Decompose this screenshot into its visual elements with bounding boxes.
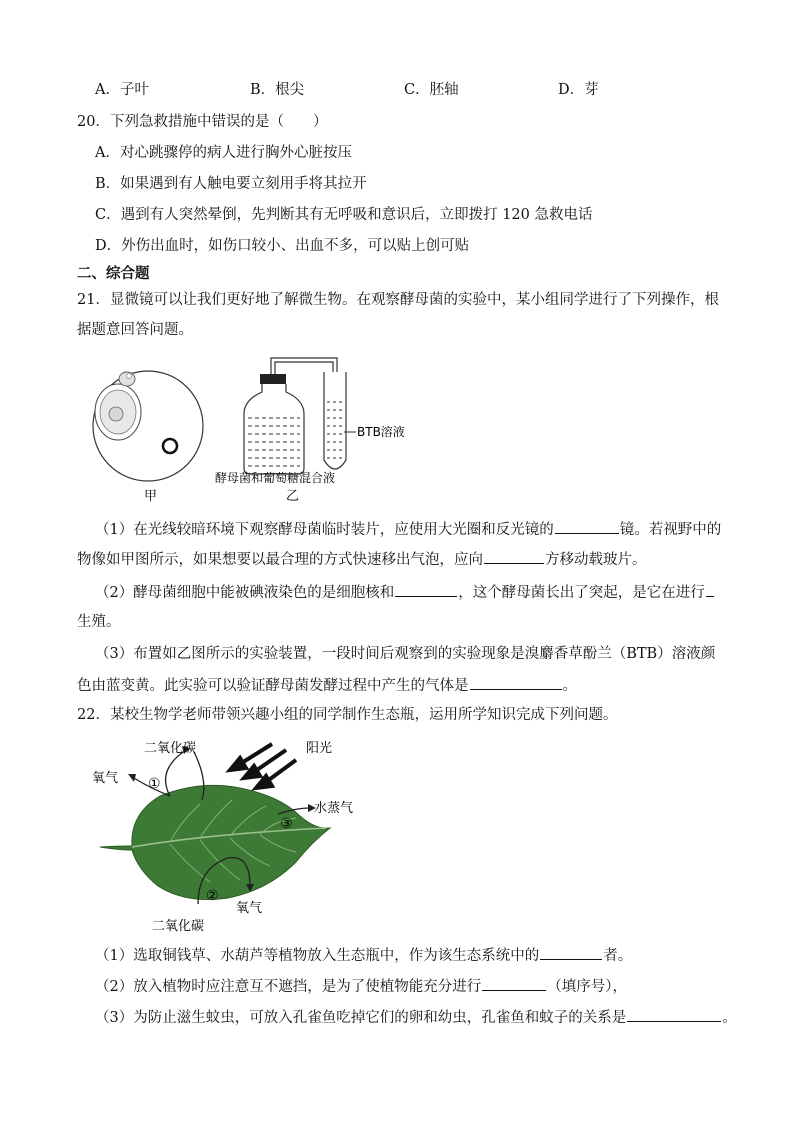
- answer-blank-4[interactable]: [706, 582, 714, 597]
- answer-blank-7[interactable]: [482, 976, 546, 991]
- q20-option-b: B．如果遇到有人触电要立刻用手将其拉开: [95, 176, 367, 192]
- q21-part2-line1: （2）酵母菌细胞中能被碘液染色的是细胞核和 ，这个酵母菌长出了突起，是它在进行: [95, 582, 715, 603]
- co2-top-label: 二氧化碳: [144, 741, 197, 756]
- yeast-glucose-label: 酵母菌和葡萄糖混合液: [215, 471, 336, 485]
- oxygen-bottom-label: 氧气: [236, 901, 263, 916]
- q21-stem-line2: 据题意回答问题。: [77, 322, 193, 338]
- figure-label-yi: 乙: [286, 489, 300, 504]
- leaf-diagram: [90, 730, 390, 940]
- q20-option-a: A．对心跳骤停的病人进行胸外心脏按压: [95, 145, 352, 161]
- answer-blank-3[interactable]: [395, 582, 457, 597]
- figure-label-jia: 甲: [144, 489, 158, 504]
- process-3-marker: ③: [280, 816, 293, 832]
- q20-stem: 20．下列急救措施中错误的是（ ）: [77, 114, 328, 130]
- q19-option-b: B．根尖: [250, 82, 305, 98]
- q22-part2: （2）放入植物时应注意互不遮挡，是为了使植物能充分进行 （填序号），: [95, 976, 627, 997]
- yeast-experiment-figure: [80, 352, 440, 504]
- q21-part3-line2: 色由蓝变黄。此实验可以验证酵母菌发酵过程中产生的气体是 。: [77, 675, 577, 696]
- fermentation-apparatus: [244, 358, 356, 474]
- q21-part2-line2: 生殖。: [77, 614, 121, 630]
- answer-blank-1[interactable]: [555, 519, 619, 534]
- q20-option-d: D．外伤出血时，如伤口较小、出血不多，可以贴上创可贴: [95, 238, 470, 254]
- sunlight-arrows-icon: [230, 744, 296, 788]
- answer-blank-2[interactable]: [484, 549, 544, 564]
- q19-option-a: A．子叶: [95, 82, 149, 98]
- q21-stem-line1: 21．显微镜可以让我们更好地了解微生物。在观察酵母菌的实验中，某小组同学进行了下列操作，根: [77, 292, 719, 308]
- q21-part1-line2: 物像如甲图所示，如果想要以最合理的方式快速移出气泡，应向 方移动载玻片。: [77, 549, 647, 570]
- q19-option-c: C．胚轴: [404, 82, 459, 98]
- btb-solution-label: BTB溶液: [357, 425, 405, 439]
- microscope-field-diagram: [93, 371, 203, 481]
- q21-part3-line1: （3）布置如乙图所示的实验装置，一段时间后观察到的实验现象是溴麝香草酚兰（BTB）溶液颜: [95, 646, 716, 662]
- q22-stem: 22．某校生物学老师带领兴趣小组的同学制作生态瓶，运用所学知识完成下列问题。: [77, 707, 618, 723]
- q21-part1-line1: （1）在光线较暗环境下观察酵母菌临时装片，应使用大光圈和反光镜的 镜。若视野中的: [95, 519, 721, 540]
- q22-part3: （3）为防止滋生蚊虫，可放入孔雀鱼吃掉它们的卵和幼虫，孔雀鱼和蚊子的关系是 。: [95, 1007, 737, 1028]
- answer-blank-5[interactable]: [470, 675, 562, 690]
- oxygen-left-label: 氧气: [92, 771, 119, 786]
- process-2-marker: ②: [206, 888, 219, 904]
- process-1-marker: ①: [148, 776, 161, 792]
- q22-part1: （1）选取铜钱草、水葫芦等植物放入生态瓶中，作为该生态系统中的 者。: [95, 945, 632, 966]
- answer-blank-8[interactable]: [627, 1007, 721, 1022]
- co2-bottom-label: 二氧化碳: [152, 919, 205, 934]
- section-title: 二、综合题: [77, 266, 150, 282]
- sunlight-label: 阳光: [306, 741, 333, 756]
- q20-option-c: C．遇到有人突然晕倒，先判断其有无呼吸和意识后，立即拨打 120 急救电话: [95, 207, 593, 223]
- answer-blank-6[interactable]: [540, 945, 602, 960]
- q19-option-d: D．芽: [558, 82, 599, 98]
- leaf-icon: [100, 785, 330, 899]
- water-vapour-label: 水蒸气: [314, 801, 354, 816]
